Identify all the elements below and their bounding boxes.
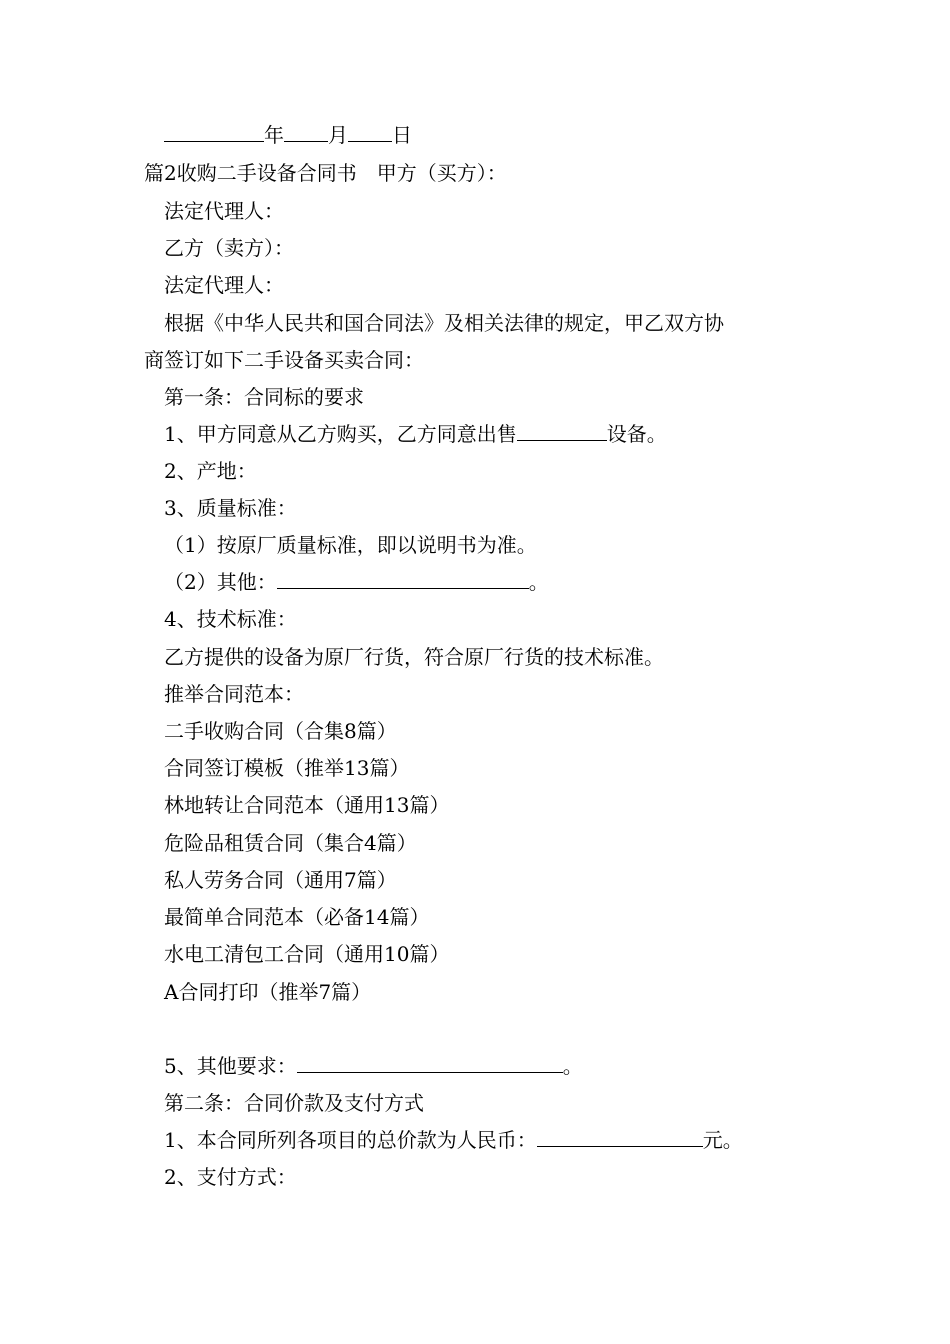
payment-line: 2、支付方式： [164,1165,297,1189]
item-1-prefix: 1、甲方同意从乙方购买，乙方同意出售 [164,422,517,446]
recommend-link-5[interactable]: 私人劳务合同（通用7篇） [164,868,397,892]
item-4-line: 4、技术标准： [164,607,297,631]
item-5-prefix: 5、其他要求： [164,1054,297,1078]
price-suffix: 元。 [702,1128,743,1152]
price-prefix: 1、本合同所列各项目的总价款为人民币： [164,1128,537,1152]
item-3-2-prefix: （2）其他： [164,570,277,594]
recommend-link-8[interactable]: A合同打印（推举7篇） [164,980,372,1004]
article-2-heading: 第二条：合同价款及支付方式 [164,1091,424,1115]
heading-line [144,159,507,187]
total-price-blank [537,1126,703,1147]
other-requirements-blank [297,1052,563,1073]
item-1-suffix: 设备。 [606,422,667,446]
item-3-line: 3、质量标准： [164,496,297,520]
item-3-2-suffix: 。 [528,570,549,594]
date-line [164,121,412,149]
agent-a-line: 法定代理人： [164,199,284,223]
other-quality-blank [277,568,529,589]
item-4-text-line: 乙方提供的设备为原厂行货，符合原厂行货的技术标准。 [164,645,664,669]
recommend-title-text: 推举合同范本： [164,682,304,706]
article-1-heading: 第一条：合同标的要求 [164,385,364,409]
price-line [164,1126,743,1154]
recommend-title [164,680,304,708]
item-3-1-line: （1）按原厂质量标准，即以说明书为准。 [164,533,537,557]
recommend-link-1[interactable]: 二手收购合同（合集8篇） [164,719,397,743]
item-5-line [164,1052,583,1080]
contract-title: 篇2收购二手设备合同书 [144,161,357,185]
intro-line-2: 商签订如下二手设备买卖合同： [144,348,424,372]
intro-line-1: 根据《中华人民共和国合同法》及相关法律的规定，甲乙双方协 [164,311,724,335]
year-blank [164,121,264,142]
day-blank [348,121,392,142]
recommend-link-3[interactable]: 林地转让合同范本（通用13篇） [164,793,450,817]
recommend-link-6[interactable]: 最简单合同范本（必备14篇） [164,905,430,929]
month-blank [284,121,328,142]
recommend-link-7[interactable]: 水电工清包工合同（通用10篇） [164,942,450,966]
year-label: 年 [264,123,284,147]
item-1-line [164,420,667,448]
item-2-line: 2、产地： [164,459,257,483]
recommend-link-2[interactable]: 合同签订模板（推举13篇） [164,756,410,780]
month-label: 月 [328,123,348,147]
party-b-line: 乙方（卖方）： [164,236,294,260]
day-label: 日 [392,123,412,147]
equipment-blank [517,420,607,441]
item-5-suffix: 。 [562,1054,583,1078]
recommend-link-4[interactable]: 危险品租赁合同（集合4篇） [164,831,417,855]
agent-b-line: 法定代理人： [164,273,284,297]
item-3-2-line [164,568,549,596]
party-a-label: 甲方（买方）： [376,161,507,185]
